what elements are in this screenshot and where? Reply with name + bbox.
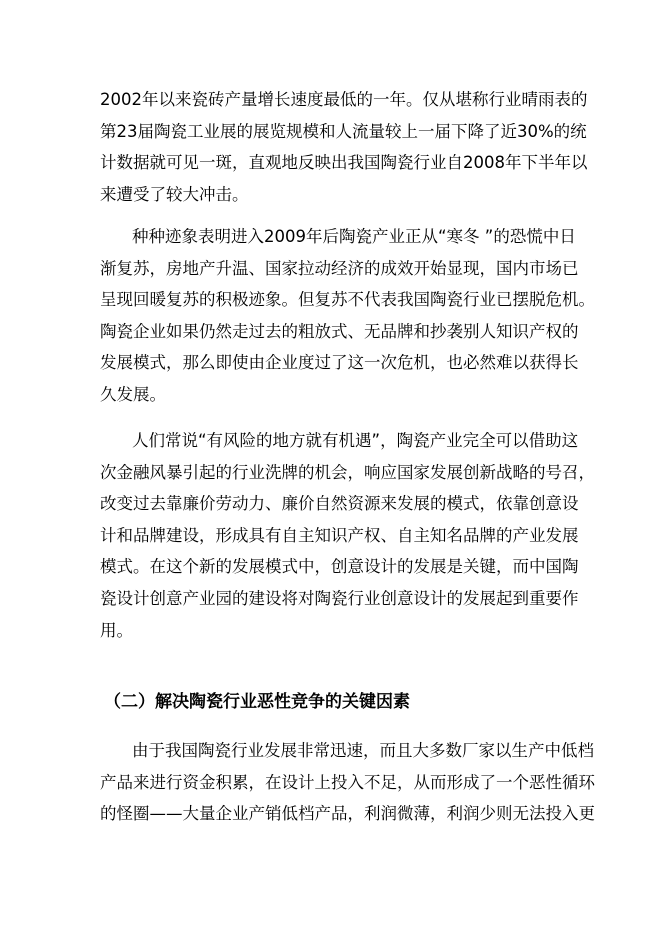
text-line: 陶瓷企业如果仍然走过去的粗放式、无品牌和抄袭别人知识产权的 [100,321,579,341]
text-line: 呈现回暖复苏的积极迹象。但复苏不代表我国陶瓷行业已摆脱危机。 [100,290,595,310]
paragraph-2 [100,221,595,411]
text-line: 由于我国陶瓷行业发展非常迅速，而且大多数厂家以生产中低档 [132,741,594,760]
text-line: 瓷设计创意产业园的建设将对陶瓷行业创意设计的发展起到重要作 [100,588,579,608]
paragraph-4 [100,735,595,830]
paragraph-1 [100,84,588,210]
text-line: 模式。在这个新的发展模式中，创意设计的发展是关键，而中国陶 [100,557,579,577]
text-line: 计和品牌建设，形成具有自主知识产权、自主知名品牌的产业发展 [100,525,579,545]
text-line: 的怪圈——大量企业产销低档产品，利润微薄，利润少则无法投入更 [100,804,595,824]
text-line: 来遭受了较大冲击。 [100,184,249,204]
text-line: 渐复苏，房地产升温、国家拉动经济的成效开始显现，国内市场已 [100,258,579,278]
section-heading: （二）解决陶瓷行业恶性竞争的关键因素 [104,692,410,712]
text-line: 改变过去靠廉价劳动力、廉价自然资源来发展的模式，依靠创意设 [100,494,579,514]
text-line: 次金融风暴引起的行业洗牌的机会，响应国家发展创新战略的号召， [100,462,595,482]
text-line: 用。 [100,620,133,640]
text-line: 2002年以来瓷砖产量增长速度最低的一年。仅从堪称行业晴雨表的 [100,90,588,109]
text-line: 第23届陶瓷工业展的展览规模和人流量较上一届下降了近30%的统 [100,121,587,141]
text-line: 发展模式，那么即使由企业度过了这一次危机，也必然难以获得长 [100,353,579,373]
text-line: 产品来进行资金积累，在设计上投入不足，从而形成了一个恶性循环 [100,772,595,792]
text-line: 种种迹象表明进入2009年后陶瓷产业正从“寒冬 ”的恐慌中日 [132,227,576,246]
text-line: 人们常说“有风险的地方就有机遇”，陶瓷产业完全可以借助这 [132,431,579,450]
paragraph-3 [100,425,595,646]
text-line: 计数据就可见一斑，直观地反映出我国陶瓷行业自2008年下半年以 [100,153,588,173]
text-line: 久发展。 [100,384,166,404]
